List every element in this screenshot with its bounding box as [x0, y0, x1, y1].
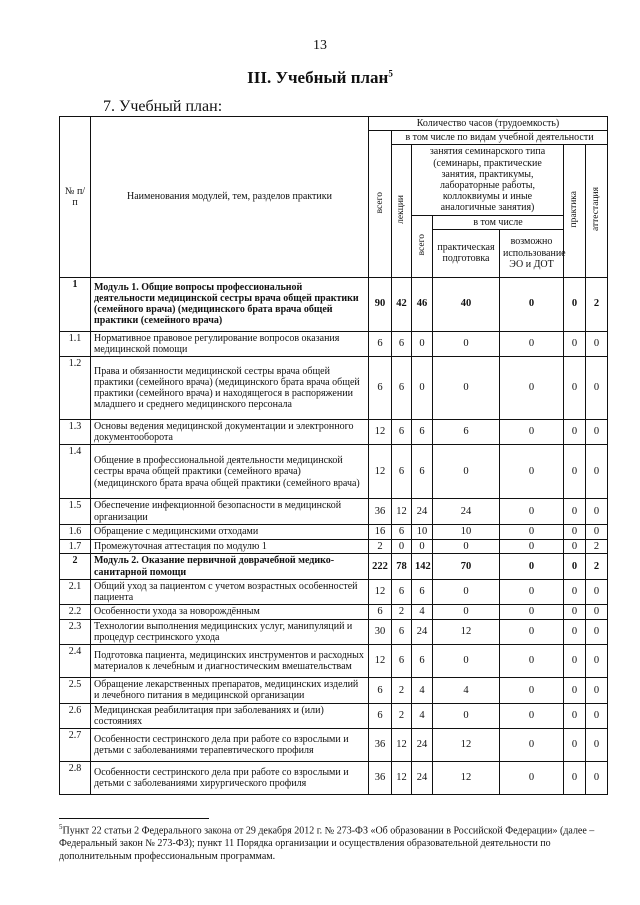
header-seminar-total	[412, 215, 433, 277]
cell-no: 1.6	[60, 524, 91, 539]
cell-eo: 0	[500, 619, 564, 644]
cell-attestation: 0	[586, 524, 608, 539]
table-row	[60, 619, 608, 644]
header-by-types: в том числе по видам учебной деятельности	[392, 131, 608, 145]
cell-name: Модуль 2. Оказание первичной доврачебной медико-санитарной помощи	[91, 554, 369, 579]
cell-eo: 0	[500, 703, 564, 728]
cell-attestation: 0	[586, 605, 608, 620]
header-lectures	[392, 145, 412, 277]
cell-no: 2.5	[60, 678, 91, 703]
cell-no: 1.1	[60, 331, 91, 356]
cell-eo: 0	[500, 645, 564, 678]
table-row	[60, 524, 608, 539]
cell-practical: 6	[433, 420, 500, 445]
header-attestation	[586, 145, 608, 277]
cell-practice: 0	[564, 420, 586, 445]
cell-practice: 0	[564, 645, 586, 678]
cell-total: 36	[369, 761, 392, 794]
cell-name: Особенности сестринского дела при работе со взрослыми и детьми с заболеваниями терапевтического профиля	[91, 728, 369, 761]
curriculum-table	[59, 116, 608, 795]
cell-total: 6	[369, 605, 392, 620]
cell-lectures: 6	[392, 357, 412, 420]
cell-no: 1.7	[60, 539, 91, 554]
cell-sem-total: 24	[412, 499, 433, 524]
cell-practice: 0	[564, 703, 586, 728]
cell-name: Особенности сестринского дела при работе со взрослыми и детьми с заболеваниями хирургического профиля	[91, 761, 369, 794]
cell-sem-total: 24	[412, 728, 433, 761]
table-row	[60, 499, 608, 524]
cell-no: 1.4	[60, 445, 91, 499]
cell-name: Общий уход за пациентом с учетом возрастных особенностей пациента	[91, 579, 369, 604]
cell-total: 6	[369, 357, 392, 420]
cell-practice: 0	[564, 619, 586, 644]
cell-sem-total: 0	[412, 539, 433, 554]
cell-eo: 0	[500, 420, 564, 445]
cell-attestation: 2	[586, 554, 608, 579]
cell-attestation: 0	[586, 331, 608, 356]
page-number: 13	[313, 38, 327, 53]
cell-eo: 0	[500, 554, 564, 579]
cell-total: 222	[369, 554, 392, 579]
cell-sem-total: 6	[412, 645, 433, 678]
cell-name: Медицинская реабилитация при заболеваниях и (или) состояниях	[91, 703, 369, 728]
header-practical-training: практическая подготовка	[433, 229, 500, 277]
cell-eo: 0	[500, 605, 564, 620]
cell-no: 2.7	[60, 728, 91, 761]
cell-lectures: 2	[392, 678, 412, 703]
header-eo-dot: возможно использование ЭО и ДОТ	[500, 229, 564, 277]
cell-name: Подготовка пациента, медицинских инструментов и расходных материалов к лечебным и диагностическим вмешательствам	[91, 645, 369, 678]
cell-lectures: 6	[392, 331, 412, 356]
cell-sem-total: 6	[412, 579, 433, 604]
cell-practical: 0	[433, 645, 500, 678]
cell-lectures: 6	[392, 645, 412, 678]
header-total	[369, 131, 392, 278]
table-row	[60, 761, 608, 794]
table-row	[60, 703, 608, 728]
cell-no: 2.1	[60, 579, 91, 604]
table-row	[60, 645, 608, 678]
cell-practical: 0	[433, 579, 500, 604]
footnote-text: Пункт 22 статьи 2 Федерального закона от 29 декабря 2012 г. № 273-ФЗ «Об образовании в Российской Федерации» (далее – Федеральный закон № 273-ФЗ); пункт 11 Порядка организации и осуществления образовательной деятельности по дополнительным профессиональным программам.	[59, 825, 595, 863]
cell-eo: 0	[500, 761, 564, 794]
cell-practice: 0	[564, 605, 586, 620]
footnote-divider	[59, 818, 209, 819]
cell-total: 36	[369, 499, 392, 524]
cell-practice: 0	[564, 499, 586, 524]
cell-name: Модуль 1. Общие вопросы профессиональной деятельности медицинской сестры врача общей практики (семейного врача) (медицинского брата врача общей практики (семейного врача)	[91, 277, 369, 331]
table-row	[60, 445, 608, 499]
footnote-mark: 5	[59, 823, 63, 831]
cell-no: 2.2	[60, 605, 91, 620]
cell-lectures: 12	[392, 499, 412, 524]
cell-name: Нормативное правовое регулирование вопросов оказания медицинской помощи	[91, 331, 369, 356]
cell-lectures: 6	[392, 619, 412, 644]
cell-eo: 0	[500, 539, 564, 554]
cell-lectures: 0	[392, 539, 412, 554]
table-row	[60, 605, 608, 620]
cell-practical: 40	[433, 277, 500, 331]
cell-practical: 0	[433, 703, 500, 728]
cell-sem-total: 24	[412, 619, 433, 644]
cell-practical: 24	[433, 499, 500, 524]
cell-no: 2.3	[60, 619, 91, 644]
table-row	[60, 728, 608, 761]
cell-total: 30	[369, 619, 392, 644]
cell-name: Технологии выполнения медицинских услуг, манипуляций и процедур сестринского ухода	[91, 619, 369, 644]
cell-total: 90	[369, 277, 392, 331]
table-row	[60, 277, 608, 331]
cell-name: Обращение с медицинскими отходами	[91, 524, 369, 539]
cell-practical: 12	[433, 619, 500, 644]
cell-practice: 0	[564, 554, 586, 579]
header-hours: Количество часов (трудоемкость)	[369, 117, 608, 131]
cell-total: 12	[369, 579, 392, 604]
cell-attestation: 0	[586, 499, 608, 524]
cell-name: Промежуточная аттестация по модулю 1	[91, 539, 369, 554]
cell-attestation: 0	[586, 761, 608, 794]
table-row	[60, 539, 608, 554]
cell-total: 16	[369, 524, 392, 539]
cell-attestation: 2	[586, 277, 608, 331]
cell-name: Особенности ухода за новорождённым	[91, 605, 369, 620]
cell-total: 12	[369, 645, 392, 678]
footnote	[59, 823, 607, 863]
header-seminar: занятия семинарского типа (семинары, практические занятия, практикумы, лабораторные работы, коллоквиумы и иные аналогичные занятия)	[412, 145, 564, 215]
cell-practical: 0	[433, 445, 500, 499]
header-no: № п/п	[60, 117, 91, 278]
cell-lectures: 6	[392, 445, 412, 499]
cell-name: Обращение лекарственных препаратов, медицинских изделий и лечебного питания в медицинской организации	[91, 678, 369, 703]
cell-no: 1.3	[60, 420, 91, 445]
cell-total: 6	[369, 331, 392, 356]
cell-practical: 10	[433, 524, 500, 539]
cell-practice: 0	[564, 357, 586, 420]
cell-sem-total: 4	[412, 703, 433, 728]
cell-no: 2.6	[60, 703, 91, 728]
header-seminar-total-text: всего	[416, 233, 427, 256]
cell-lectures: 42	[392, 277, 412, 331]
cell-name: Обеспечение инфекционной безопасности в медицинской организации	[91, 499, 369, 524]
cell-total: 6	[369, 678, 392, 703]
table-caption: 7. Учебный план:	[103, 98, 223, 115]
cell-lectures: 12	[392, 761, 412, 794]
cell-sem-total: 4	[412, 605, 433, 620]
cell-eo: 0	[500, 445, 564, 499]
cell-sem-total: 10	[412, 524, 433, 539]
header-name: Наименования модулей, тем, разделов практики	[91, 117, 369, 278]
cell-attestation: 0	[586, 703, 608, 728]
cell-practical: 4	[433, 678, 500, 703]
cell-attestation: 0	[586, 357, 608, 420]
cell-practice: 0	[564, 579, 586, 604]
cell-practical: 0	[433, 331, 500, 356]
cell-total: 12	[369, 445, 392, 499]
table-row	[60, 579, 608, 604]
cell-name: Права и обязанности медицинской сестры врача общей практики (семейного врача) (медицинского брата врача общей практики (семейного врача) и находящегося в распоряжении младшего и среднего медицинского персонала	[91, 357, 369, 420]
cell-sem-total: 24	[412, 761, 433, 794]
cell-attestation: 0	[586, 445, 608, 499]
cell-lectures: 6	[392, 420, 412, 445]
cell-practical: 0	[433, 357, 500, 420]
cell-attestation: 0	[586, 645, 608, 678]
cell-attestation: 0	[586, 678, 608, 703]
cell-name: Общение в профессиональной деятельности медицинской сестры врача общей практики (семейного врача) (медицинского брата врача общей практики (семейного врача)	[91, 445, 369, 499]
table-row	[60, 420, 608, 445]
cell-lectures: 12	[392, 728, 412, 761]
cell-eo: 0	[500, 524, 564, 539]
cell-sem-total: 0	[412, 331, 433, 356]
cell-sem-total: 46	[412, 277, 433, 331]
cell-lectures: 78	[392, 554, 412, 579]
cell-practice: 0	[564, 331, 586, 356]
cell-no: 2.8	[60, 761, 91, 794]
cell-eo: 0	[500, 357, 564, 420]
cell-eo: 0	[500, 678, 564, 703]
cell-sem-total: 142	[412, 554, 433, 579]
cell-attestation: 0	[586, 728, 608, 761]
table-row	[60, 554, 608, 579]
footnote-reference: 5	[388, 68, 393, 79]
cell-sem-total: 4	[412, 678, 433, 703]
cell-practice: 0	[564, 524, 586, 539]
header-attestation-text: аттестация	[591, 187, 602, 232]
cell-practice: 0	[564, 728, 586, 761]
table-row	[60, 331, 608, 356]
header-practice-text: практика	[569, 191, 580, 228]
cell-practice: 0	[564, 678, 586, 703]
cell-eo: 0	[500, 499, 564, 524]
header-including: в том числе	[433, 215, 564, 229]
cell-practical: 70	[433, 554, 500, 579]
cell-total: 12	[369, 420, 392, 445]
cell-no: 2	[60, 554, 91, 579]
table-body	[60, 117, 608, 795]
cell-no: 1.5	[60, 499, 91, 524]
cell-eo: 0	[500, 277, 564, 331]
cell-eo: 0	[500, 728, 564, 761]
section-title	[0, 68, 640, 88]
cell-no: 1	[60, 277, 91, 331]
cell-total: 6	[369, 703, 392, 728]
cell-sem-total: 6	[412, 445, 433, 499]
cell-attestation: 0	[586, 619, 608, 644]
cell-practice: 0	[564, 445, 586, 499]
cell-practical: 0	[433, 539, 500, 554]
cell-attestation: 0	[586, 420, 608, 445]
cell-practical: 0	[433, 605, 500, 620]
cell-eo: 0	[500, 331, 564, 356]
header-practice	[564, 145, 586, 277]
cell-eo: 0	[500, 579, 564, 604]
cell-no: 1.2	[60, 357, 91, 420]
cell-practical: 12	[433, 761, 500, 794]
cell-lectures: 2	[392, 605, 412, 620]
cell-total: 36	[369, 728, 392, 761]
cell-lectures: 6	[392, 524, 412, 539]
header-row-1	[60, 117, 608, 131]
cell-lectures: 6	[392, 579, 412, 604]
cell-attestation: 2	[586, 539, 608, 554]
header-total-text: всего	[374, 191, 385, 214]
table-row	[60, 678, 608, 703]
cell-practice: 0	[564, 277, 586, 331]
cell-name: Основы ведения медицинской документации и электронного документооборота	[91, 420, 369, 445]
cell-attestation: 0	[586, 579, 608, 604]
cell-sem-total: 6	[412, 420, 433, 445]
cell-no: 2.4	[60, 645, 91, 678]
cell-total: 2	[369, 539, 392, 554]
table-row	[60, 357, 608, 420]
cell-practical: 12	[433, 728, 500, 761]
header-lectures-text: лекции	[396, 195, 407, 224]
cell-lectures: 2	[392, 703, 412, 728]
cell-sem-total: 0	[412, 357, 433, 420]
section-title-text: III. Учебный план	[247, 68, 389, 87]
cell-practice: 0	[564, 539, 586, 554]
cell-practice: 0	[564, 761, 586, 794]
